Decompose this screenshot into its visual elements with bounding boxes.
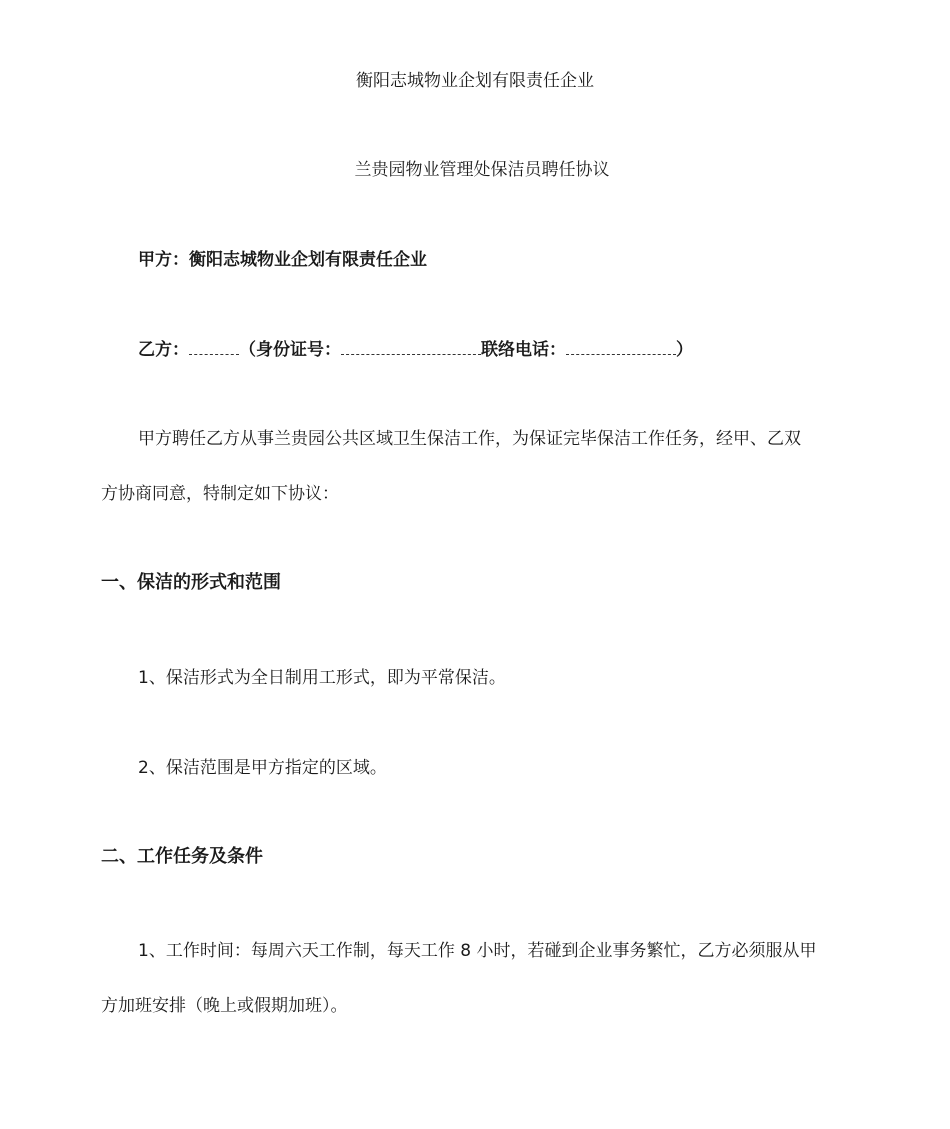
id-number-label: （身份证号： (239, 340, 341, 360)
party-a-label: 甲方： (138, 250, 189, 270)
section-2-item-1-line-1: 1、工作时间：每周六天工作制，每天工作 8 小时，若碰到企业事务繁忙，乙方必须服从甲 (138, 941, 817, 961)
company-title: 衡阳志城物业企划有限责任企业 (356, 71, 594, 91)
intro-line-2: 方协商同意，特制定如下协议： (101, 484, 339, 504)
document-title: 兰贵园物业管理处保洁员聘任协议 (354, 160, 610, 180)
party-b-label: 乙方： (138, 340, 189, 360)
phone-label: 联络电话： (481, 340, 566, 360)
section-1-item-2: 2、保洁范围是甲方指定的区域。 (138, 758, 387, 778)
intro-line-1: 甲方聘任乙方从事兰贵园公共区域卫生保洁工作，为保证完毕保洁工作任务，经甲、乙双 (138, 429, 801, 449)
section-2-heading: 二、工作任务及条件 (101, 846, 263, 867)
section-2-item-1-line-2: 方加班安排（晚上或假期加班）。 (101, 996, 348, 1016)
close-paren: ） (676, 340, 693, 360)
party-b-line (138, 338, 693, 362)
section-1-heading: 一、保洁的形式和范围 (101, 572, 281, 593)
party-a-name: 衡阳志城物业企划有限责任企业 (189, 250, 427, 270)
id-number-blank (341, 338, 481, 355)
party-a-line (138, 248, 427, 272)
section-1-item-1: 1、保洁形式为全日制用工形式，即为平常保洁。 (138, 668, 506, 688)
party-b-name-blank (189, 338, 239, 355)
phone-blank (566, 338, 676, 355)
